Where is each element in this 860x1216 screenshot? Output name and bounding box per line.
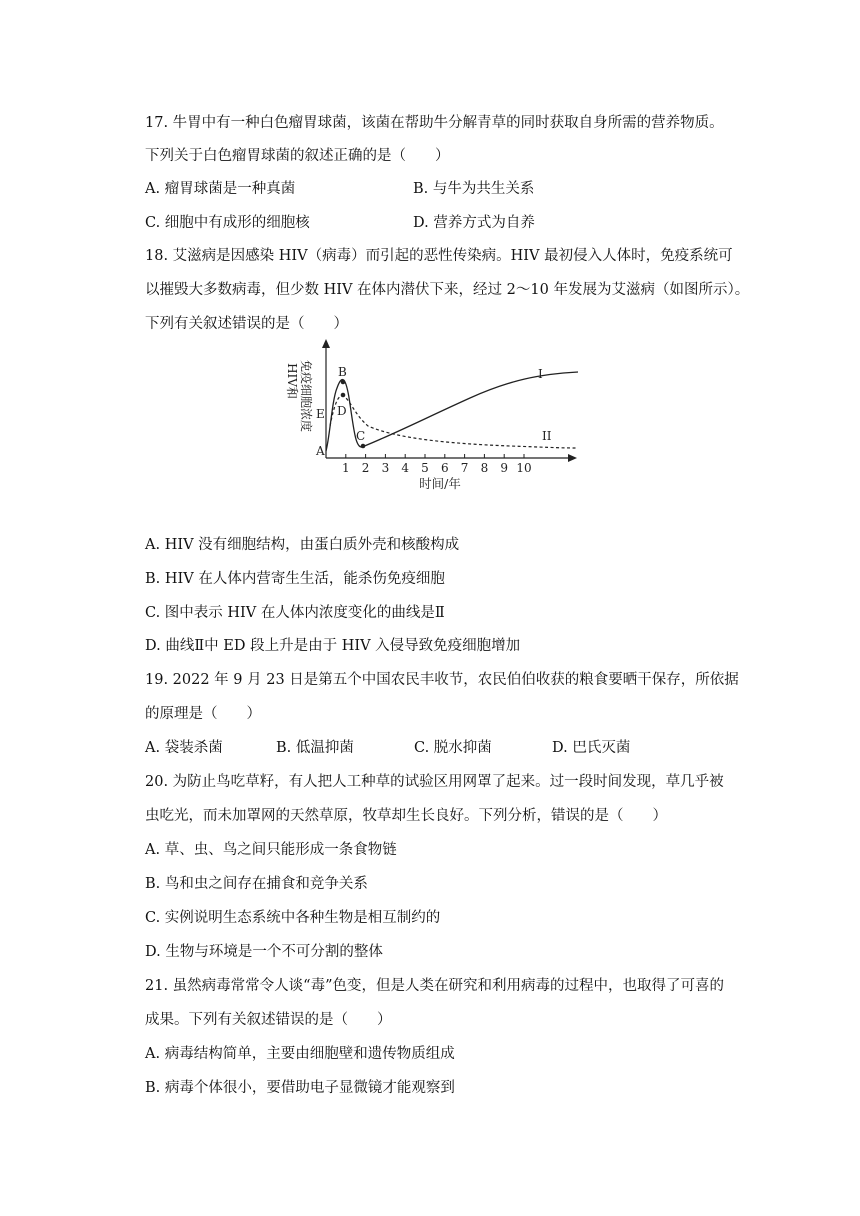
x-tick-label: 5 xyxy=(421,461,429,475)
q17-stem-line2: 下列关于白色瘤胃球菌的叙述正确的是（ ） xyxy=(145,148,450,164)
q18-option-d: D. 曲线Ⅱ中 ED 段上升是由于 HIV 入侵导致免疫细胞增加 xyxy=(145,638,521,654)
x-tick-label: 1 xyxy=(341,461,350,475)
x-axis-label: 时间/年 xyxy=(419,476,461,491)
q19-option-d: D. 巴氏灭菌 xyxy=(552,740,631,756)
point-c-marker xyxy=(361,444,366,449)
x-tick-label: 8 xyxy=(480,461,489,475)
q21-option-a: A. 病毒结构简单，主要由细胞壁和遗传物质组成 xyxy=(145,1046,455,1062)
x-tick-label: 4 xyxy=(401,461,410,475)
point-label-a: A xyxy=(316,444,325,458)
q19-option-c: C. 脱水抑菌 xyxy=(414,740,492,756)
point-label-e: E xyxy=(316,407,325,421)
q17-option-b: B. 与牛为共生关系 xyxy=(413,181,535,197)
x-tick-label: 7 xyxy=(460,461,469,475)
curve-label-ii: II xyxy=(542,429,552,443)
hiv-immune-cell-chart xyxy=(270,336,590,496)
curve-ii xyxy=(330,396,576,448)
q18-stem-line1: 18. 艾滋病是因感染 HIV（病毒）而引起的恶性传染病。HIV 最初侵入人体时，免疫系统可 xyxy=(145,248,733,264)
y-axis-label-line1: HIV和 xyxy=(285,363,299,399)
x-axis-arrow xyxy=(568,454,577,462)
q17-stem-line1: 17. 牛胃中有一种白色瘤胃球菌，该菌在帮助牛分解青草的同时获取自身所需的营养物质。 xyxy=(145,115,724,131)
point-label-b: B xyxy=(338,365,347,379)
x-tick-group xyxy=(342,454,532,475)
q17-option-d: D. 营养方式为自养 xyxy=(413,215,535,231)
y-axis-arrow xyxy=(322,339,330,348)
q20-stem-line2: 虫吃光，而未加罩网的天然草原，牧草却生长良好。下列分析，错误的是（ ） xyxy=(145,808,667,824)
q18-option-b: B. HIV 在人体内营寄生生活，能杀伤免疫细胞 xyxy=(145,571,445,587)
q18-stem-line3: 下列有关叙述错误的是（ ） xyxy=(145,316,348,332)
q19-option-b: B. 低温抑菌 xyxy=(276,740,354,756)
point-label-c: C xyxy=(356,429,366,443)
q18-option-c: C. 图中表示 HIV 在人体内浓度变化的曲线是Ⅱ xyxy=(145,605,445,621)
x-tick-label: 2 xyxy=(361,461,370,475)
curve-label-i: I xyxy=(538,367,543,381)
q19-option-a: A. 袋装杀菌 xyxy=(145,740,223,756)
x-tick-label: 9 xyxy=(500,461,509,475)
point-b-marker xyxy=(341,380,346,385)
q19-stem-line1: 19. 2022 年 9 月 23 日是第五个中国农民丰收节，农民伯伯收获的粮食要晒干保存，所依据 xyxy=(145,672,739,688)
q20-option-a: A. 草、虫、鸟之间只能形成一条食物链 xyxy=(145,842,397,858)
q21-option-b: B. 病毒个体很小，要借助电子显微镜才能观察到 xyxy=(145,1080,455,1096)
q17-option-c: C. 细胞中有成形的细胞核 xyxy=(145,215,310,231)
x-tick-label: 6 xyxy=(440,461,449,475)
q20-option-b: B. 鸟和虫之间存在捕食和竞争关系 xyxy=(145,876,368,892)
q20-option-c: C. 实例说明生态系统中各种生物是相互制约的 xyxy=(145,910,441,926)
point-label-d: D xyxy=(337,404,347,418)
x-tick-label: 10 xyxy=(516,461,532,475)
q18-option-a: A. HIV 没有细胞结构，由蛋白质外壳和核酸构成 xyxy=(145,537,460,553)
q18-stem-line2: 以摧毁大多数病毒，但少数 HIV 在体内潜伏下来，经过 2～10 年发展为艾滋病（如图所示）。 xyxy=(145,282,750,298)
q21-stem-line1: 21. 虽然病毒常常令人谈“毒”色变，但是人类在研究和利用病毒的过程中，也取得了可喜的 xyxy=(145,978,724,994)
x-tick-label: 3 xyxy=(381,461,390,475)
q19-stem-line2: 的原理是（ ） xyxy=(145,706,261,722)
q20-stem-line1: 20. 为防止鸟吃草籽，有人把人工种草的试验区用网罩了起来。过一段时间发现，草几乎被 xyxy=(145,774,724,790)
q20-option-d: D. 生物与环境是一个不可分割的整体 xyxy=(145,944,383,960)
point-d-marker xyxy=(341,393,346,398)
q17-option-a: A. 瘤胃球菌是一种真菌 xyxy=(145,181,296,197)
q21-stem-line2: 成果。下列有关叙述错误的是（ ） xyxy=(145,1012,392,1028)
y-axis-label-line2: 免疫细胞浓度 xyxy=(299,359,313,433)
